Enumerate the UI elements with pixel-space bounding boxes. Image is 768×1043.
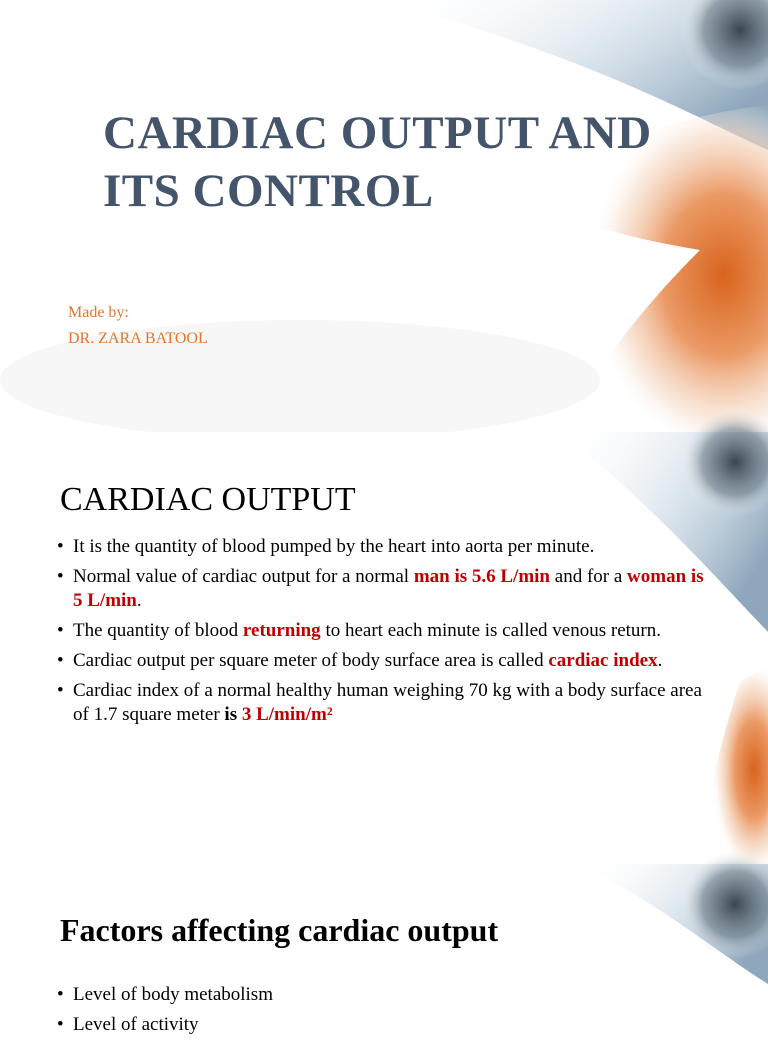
title-line-1: CARDIAC OUTPUT AND — [103, 107, 652, 159]
bullet-list — [57, 535, 717, 733]
bullet-text: Level of activity — [73, 1014, 199, 1035]
highlight-text: woman is 5 L/min — [73, 566, 704, 611]
made-by-label: Made by: — [68, 304, 129, 321]
bullet-text: . — [136, 590, 142, 611]
bullet-item — [57, 619, 717, 643]
bullet-text: Level of body metabolism — [73, 984, 273, 1005]
bullet-item — [57, 649, 717, 673]
bullet-dot-icon: • — [57, 536, 64, 557]
bullet-text: The quantity of blood — [73, 620, 243, 641]
bullet-dot-icon: • — [57, 1014, 64, 1035]
bullet-text: Cardiac output per square meter of body surface area is called — [73, 650, 549, 671]
bullet-list — [57, 983, 717, 1043]
highlight-text: returning — [242, 620, 321, 641]
author-name: DR. ZARA BATOOL — [68, 330, 208, 347]
bullet-text: and for a — [550, 566, 628, 587]
bullet-text: Cardiac index of a normal healthy human weighing 70 kg with a body surface area of 1.7 square meter — [73, 680, 702, 725]
bullet-text: . — [657, 650, 663, 671]
bullet-dot-icon: • — [57, 620, 64, 641]
bullet-dot-icon: • — [57, 650, 64, 671]
bullet-text: Normal value of cardiac output for a normal — [73, 566, 414, 587]
bullet-item — [57, 983, 717, 1007]
bullet-item — [57, 1013, 717, 1037]
factors-slide — [0, 864, 768, 1035]
bullet-dot-icon: • — [57, 566, 64, 587]
bullet-item — [57, 535, 717, 559]
author-block — [68, 300, 208, 352]
title-slide — [0, 0, 768, 432]
highlight-text: 3 L/min/m² — [241, 704, 333, 725]
bullet-text: It is the quantity of blood pumped by the heart into aorta per minute. — [73, 536, 595, 557]
bullet-dot-icon: • — [57, 984, 64, 1005]
slide-heading: CARDIAC OUTPUT — [60, 481, 356, 518]
bullet-text: is — [224, 704, 242, 725]
bullet-item — [57, 565, 717, 613]
title-line-2: ITS CONTROL — [103, 165, 434, 217]
bullet-text: to heart each minute is called venous return. — [320, 620, 661, 641]
highlight-text: man is 5.6 L/min — [413, 566, 551, 587]
highlight-text: cardiac index — [548, 650, 658, 671]
bullet-item — [57, 679, 717, 727]
slide-heading: Factors affecting cardiac output — [60, 912, 499, 948]
bullet-dot-icon: • — [57, 680, 64, 701]
cardiac-output-slide — [0, 432, 768, 864]
presentation-title — [103, 104, 703, 220]
